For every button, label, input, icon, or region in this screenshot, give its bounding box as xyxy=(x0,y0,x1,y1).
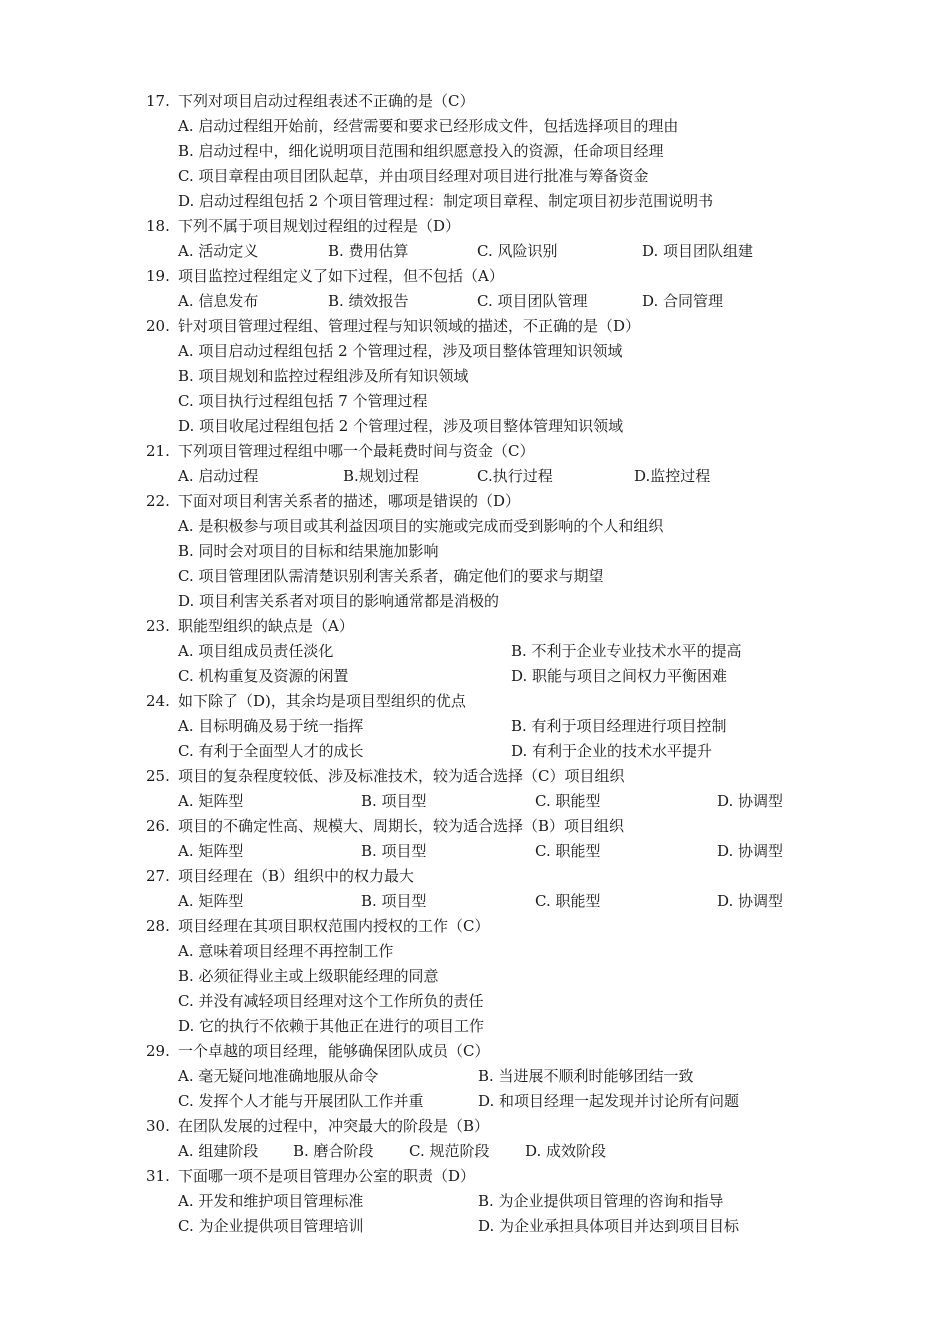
option-row xyxy=(0,1014,950,1039)
question-number: 23. xyxy=(146,617,170,635)
option-row xyxy=(0,839,950,864)
option-row xyxy=(0,1139,950,1164)
option-d: D. 启动过程组包括 2 个项目管理过程：制定项目章程、制定项目初步范围说明书 xyxy=(178,192,714,210)
option-c: C. 职能型 xyxy=(535,792,601,810)
question-number: 20. xyxy=(146,317,170,335)
option-b: B. 启动过程中，细化说明项目范围和组织愿意投入的资源，任命项目经理 xyxy=(178,142,664,160)
option-a: A. 开发和维护项目管理标准 xyxy=(178,1192,364,1210)
option-c: C. 职能型 xyxy=(535,842,601,860)
question-number: 17. xyxy=(146,92,170,110)
option-d: D. 协调型 xyxy=(717,842,784,860)
question-17 xyxy=(0,89,950,114)
option-a: A. 项目组成员责任淡化 xyxy=(178,642,334,660)
question-text: 项目经理在（B）组织中的权力最大 xyxy=(178,867,415,885)
question-number: 22. xyxy=(146,492,170,510)
option-row xyxy=(0,789,950,814)
option-row xyxy=(0,1214,950,1239)
option-d: D. 项目团队组建 xyxy=(642,242,754,260)
question-text: 一个卓越的项目经理，能够确保团队成员（C） xyxy=(178,1042,490,1060)
option-c: C. 风险识别 xyxy=(477,242,558,260)
option-c: C. 有利于全面型人才的成长 xyxy=(178,742,364,760)
question-text: 职能型组织的缺点是（A） xyxy=(178,617,354,635)
option-a: A. 矩阵型 xyxy=(178,892,244,910)
option-d: D. 合同管理 xyxy=(642,292,724,310)
option-a: A. 目标明确及易于统一指挥 xyxy=(178,717,364,735)
question-23 xyxy=(0,614,950,639)
option-b: B. 有利于项目经理进行项目控制 xyxy=(511,717,727,735)
option-a: A. 启动过程组开始前，经营需要和要求已经形成文件，包括选择项目的理由 xyxy=(178,117,679,135)
option-row xyxy=(0,464,950,489)
option-row xyxy=(0,1064,950,1089)
question-text: 如下除了（D)，其余均是项目型组织的优点 xyxy=(178,692,466,710)
option-row xyxy=(0,189,950,214)
option-c: C. 并没有减轻项目经理对这个工作所负的责任 xyxy=(178,992,484,1010)
question-text: 项目的不确定性高、规模大、周期长，较为适合选择（B）项目组织 xyxy=(178,817,625,835)
option-b: B. 为企业提供项目管理的咨询和指导 xyxy=(478,1192,724,1210)
question-number: 27. xyxy=(146,867,170,885)
option-b: B. 绩效报告 xyxy=(328,292,409,310)
question-24 xyxy=(0,689,950,714)
option-row xyxy=(0,539,950,564)
question-text: 项目监控过程组定义了如下过程，但不包括（A） xyxy=(178,267,504,285)
option-row xyxy=(0,964,950,989)
option-row xyxy=(0,389,950,414)
question-number: 25. xyxy=(146,767,170,785)
option-row xyxy=(0,514,950,539)
option-b: B. 费用估算 xyxy=(328,242,409,260)
option-a: A. 矩阵型 xyxy=(178,842,244,860)
option-row xyxy=(0,664,950,689)
option-b: B. 同时会对项目的目标和结果施加影响 xyxy=(178,542,439,560)
option-c: C. 项目执行过程组包括 7 个管理过程 xyxy=(178,392,428,410)
question-27 xyxy=(0,864,950,889)
option-row xyxy=(0,1189,950,1214)
option-b: B. 项目规划和监控过程组涉及所有知识领域 xyxy=(178,367,469,385)
option-d: D. 和项目经理一起发现并讨论所有问题 xyxy=(478,1092,740,1110)
option-b: B. 磨合阶段 xyxy=(293,1142,374,1160)
option-d: D. 有利于企业的技术水平提升 xyxy=(511,742,713,760)
question-20 xyxy=(0,314,950,339)
option-row xyxy=(0,1089,950,1114)
question-number: 19. xyxy=(146,267,170,285)
option-a: A. 毫无疑问地准确地服从命令 xyxy=(178,1067,379,1085)
option-a: A. 意味着项目经理不再控制工作 xyxy=(178,942,394,960)
question-number: 26. xyxy=(146,817,170,835)
question-text: 项目经理在其项目职权范围内授权的工作（C） xyxy=(178,917,490,935)
question-text: 在团队发展的过程中，冲突最大的阶段是（B） xyxy=(178,1117,490,1135)
question-26 xyxy=(0,814,950,839)
option-d: D. 为企业承担具体项目并达到项目目标 xyxy=(478,1217,740,1235)
option-row xyxy=(0,989,950,1014)
option-row xyxy=(0,939,950,964)
option-a: A. 矩阵型 xyxy=(178,792,244,810)
option-d: D. 职能与项目之间权力平衡困难 xyxy=(511,667,728,685)
option-b: B. 项目型 xyxy=(361,842,427,860)
option-row xyxy=(0,414,950,439)
question-text: 下列项目管理过程组中哪一个最耗费时间与资金（C） xyxy=(178,442,535,460)
question-text: 针对项目管理过程组、管理过程与知识领域的描述，不正确的是（D） xyxy=(178,317,641,335)
option-row xyxy=(0,139,950,164)
option-d: D. 项目利害关系者对项目的影响通常都是消极的 xyxy=(178,592,500,610)
question-number: 24. xyxy=(146,692,170,710)
option-a: A. 组建阶段 xyxy=(178,1142,259,1160)
option-row xyxy=(0,364,950,389)
question-25 xyxy=(0,764,950,789)
option-c: C. 项目团队管理 xyxy=(477,292,588,310)
question-21 xyxy=(0,439,950,464)
option-d: D. 协调型 xyxy=(717,792,784,810)
option-row xyxy=(0,114,950,139)
option-row xyxy=(0,289,950,314)
question-31 xyxy=(0,1164,950,1189)
question-22 xyxy=(0,489,950,514)
option-b: B. 项目型 xyxy=(361,792,427,810)
option-c: C. 发挥个人才能与开展团队工作并重 xyxy=(178,1092,424,1110)
question-text: 下面哪一项不是项目管理办公室的职责（D） xyxy=(178,1167,476,1185)
option-row xyxy=(0,639,950,664)
option-b: B.规划过程 xyxy=(343,467,419,485)
question-number: 30. xyxy=(146,1117,170,1135)
option-c: C. 项目管理团队需清楚识别利害关系者，确定他们的要求与期望 xyxy=(178,567,604,585)
option-row xyxy=(0,164,950,189)
option-d: D.监控过程 xyxy=(634,467,711,485)
option-c: C.执行过程 xyxy=(477,467,553,485)
question-29 xyxy=(0,1039,950,1064)
option-a: A. 是积极参与项目或其利益因项目的实施或完成而受到影响的个人和组织 xyxy=(178,517,664,535)
option-c: C. 为企业提供项目管理培训 xyxy=(178,1217,364,1235)
option-row xyxy=(0,239,950,264)
option-b: B. 当进展不顺利时能够团结一致 xyxy=(478,1067,694,1085)
option-row xyxy=(0,339,950,364)
option-c: C. 机构重复及资源的闲置 xyxy=(178,667,349,685)
question-28 xyxy=(0,914,950,939)
option-c: C. 职能型 xyxy=(535,892,601,910)
question-number: 31. xyxy=(146,1167,170,1185)
option-d: D. 成效阶段 xyxy=(525,1142,607,1160)
option-row xyxy=(0,564,950,589)
option-b: B. 项目型 xyxy=(361,892,427,910)
option-row xyxy=(0,589,950,614)
option-a: A. 信息发布 xyxy=(178,292,259,310)
question-text: 下面对项目利害关系者的描述，哪项是错误的（D） xyxy=(178,492,521,510)
question-number: 28. xyxy=(146,917,170,935)
option-row xyxy=(0,714,950,739)
question-number: 21. xyxy=(146,442,170,460)
option-row xyxy=(0,739,950,764)
question-text: 下列不属于项目规划过程组的过程是（D） xyxy=(178,217,461,235)
question-number: 18. xyxy=(146,217,170,235)
option-a: A. 项目启动过程组包括 2 个管理过程，涉及项目整体管理知识领域 xyxy=(178,342,623,360)
option-d: D. 项目收尾过程组包括 2 个管理过程，涉及项目整体管理知识领域 xyxy=(178,417,624,435)
option-b: B. 不利于企业专业技术水平的提高 xyxy=(511,642,742,660)
option-d: D. 它的执行不依赖于其他正在进行的项目工作 xyxy=(178,1017,485,1035)
question-text: 项目的复杂程度较低、涉及标准技术，较为适合选择（C）项目组织 xyxy=(178,767,625,785)
option-c: C. 项目章程由项目团队起草，并由项目经理对项目进行批准与筹备资金 xyxy=(178,167,649,185)
question-18 xyxy=(0,214,950,239)
question-number: 29. xyxy=(146,1042,170,1060)
option-b: B. 必须征得业主或上级职能经理的同意 xyxy=(178,967,439,985)
option-c: C. 规范阶段 xyxy=(409,1142,490,1160)
option-row xyxy=(0,889,950,914)
option-a: A. 活动定义 xyxy=(178,242,259,260)
question-30 xyxy=(0,1114,950,1139)
question-19 xyxy=(0,264,950,289)
option-a: A. 启动过程 xyxy=(178,467,259,485)
option-d: D. 协调型 xyxy=(717,892,784,910)
question-text: 下列对项目启动过程组表述不正确的是（C） xyxy=(178,92,475,110)
